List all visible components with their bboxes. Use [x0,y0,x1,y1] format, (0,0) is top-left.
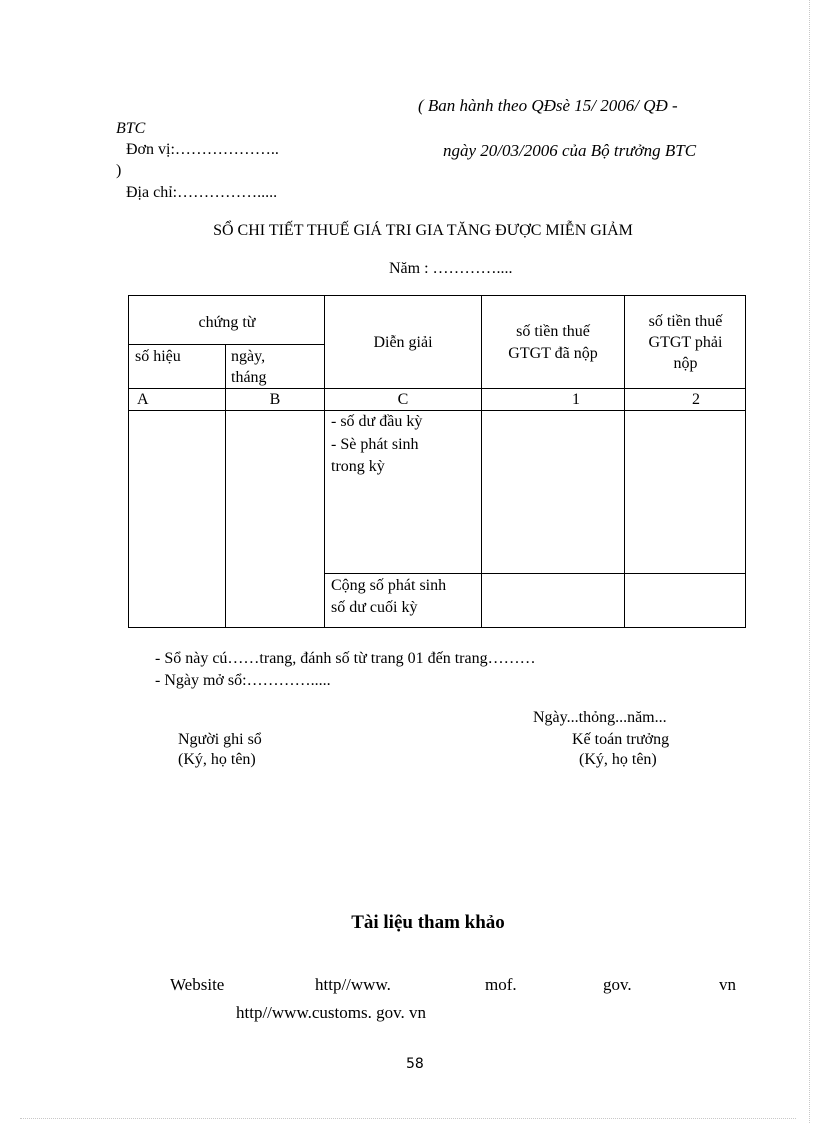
row-arising-1: - Sè phát sinh [331,436,419,453]
decree-reference-close: ) [116,162,122,179]
header-description: Diễn giải [373,334,433,351]
header-tax-paid-2: GTGT đã nộp [508,345,598,362]
reference-url-part-1: http//www. [315,975,391,994]
header-tax-paid-1: số tiền thuế [516,323,590,340]
header-voucher-number: số hiệu [135,348,181,365]
decree-reference-line1: ( Ban hành theo QĐsè 15/ 2006/ QĐ - [418,96,678,115]
row-arising-2: trong kỳ [331,458,385,475]
header-tax-payable-2: GTGT phải [648,334,723,351]
code-c: C [397,391,409,408]
reference-url-part-4: vn [719,975,736,994]
signature-date-line: Ngày...thỏng...năm... [533,709,667,726]
page-bottom-border [20,1118,796,1119]
col-divider-number-date [225,344,226,627]
header-voucher: chứng từ [198,314,256,331]
header-tax-payable-3: nộp [673,355,698,372]
ledger-table [128,295,746,628]
header-tax-payable-1: số tiền thuế [648,313,723,330]
note-opened-date: - Ngày mở sổ:…………..... [155,672,331,689]
row-total-2: số dư cuối kỳ [331,599,418,616]
code-a: A [137,391,149,408]
document-title: SỔ CHI TIẾT THUẾ GIÁ TRI GIA TĂNG ĐƯỢC MIỄN GIẢM [213,222,633,239]
header-voucher-date-2: tháng [231,369,267,386]
row-total-1: Cộng số phát sinh [331,577,447,594]
row-divider-header [129,388,745,389]
page-number: 58 [406,1056,424,1072]
reference-website-label: Website [170,975,225,994]
chief-accountant-signature-note: (Ký, họ tên) [579,751,657,768]
row-divider-voucher [129,344,324,345]
recorder-title: Người ghi sổ [178,731,262,748]
year-line: Năm : ………….... [389,260,513,277]
page-right-border [809,0,810,1123]
references-heading: Tài liệu tham khảo [351,912,505,933]
recorder-signature-note: (Ký, họ tên) [178,751,256,768]
code-1: 1 [572,391,580,408]
row-divider-total [324,573,745,574]
reference-url-part-2: mof. [485,975,517,994]
address-field: Địa chỉ:……………..... [126,184,278,201]
note-pages: - Sổ này cú……trang, đánh số từ trang 01 đến trang……… [155,650,536,667]
header-voucher-date-1: ngày, [231,348,266,365]
decree-reference-tail: BTC [116,120,146,137]
reference-url-2: http//www.customs. gov. vn [236,1003,426,1022]
decree-reference-line2: ngày 20/03/2006 của Bộ trưởng BTC [443,141,697,160]
row-divider-codes [129,410,745,411]
code-b: B [269,391,281,408]
reference-url-part-3: gov. [603,975,632,994]
chief-accountant-title: Kế toán trưởng [572,731,670,748]
code-2: 2 [692,391,700,408]
unit-field: Đơn vị:……………….. [126,141,279,158]
row-opening-balance: - số dư đầu kỳ [331,413,423,430]
